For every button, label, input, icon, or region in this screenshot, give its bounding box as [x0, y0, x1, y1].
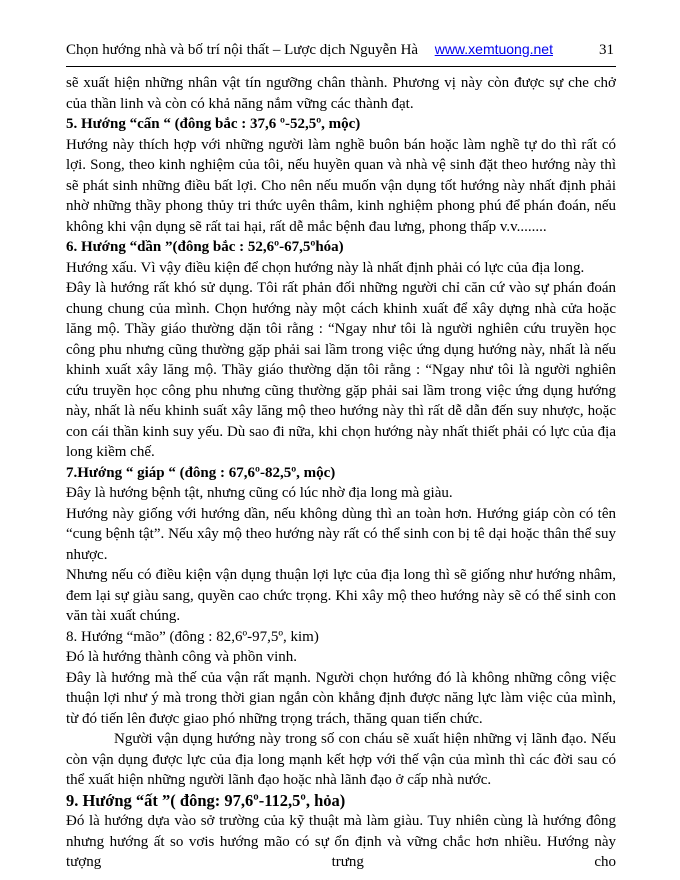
paragraph-continuation: sẽ xuất hiện những nhân vật tín ngưỡng chân thành. Phương vị này còn được sự che chở của thần linh và còn có khả năng nắm vững các thành đạt.: [66, 75, 616, 112]
website-link[interactable]: www.xemtuong.net: [434, 41, 553, 57]
paragraph-page-break: Đó là hướng dựa vào sở trường của kỹ thuật mà làm giàu. Tuy nhiên cùng là hướng đông nhưng hướng ất so vơis hướng mão có sự ổn định và vững chắc hơn nhiều. Hướng này tượng trưng cho: [66, 813, 616, 870]
section-heading-6: 6. Hướng “dần ”(đông bắc : 52,6º-67,5ºhóa): [66, 239, 344, 255]
section-heading-7: 7.Hướng “ giáp “ (đông : 67,6º-82,5º, mộc): [66, 464, 336, 481]
header-title: Chọn hướng nhà và bố trí nội thất – Lược dịch Nguyễn Hà: [66, 42, 419, 58]
paragraph: Đó là hướng thành công và phồn vinh.: [66, 649, 298, 665]
paragraph: Hướng này giống với hướng dần, nếu không dùng thì an toàn hơn. Hướng giáp còn có tên “cung bệnh tật”. Nếu xây mộ theo hướng này rất có thể sinh con bị tê dại hoặc thân thể suy nhược.: [66, 505, 616, 563]
header-divider: [66, 66, 616, 67]
paragraph: Đây là hướng bệnh tật, nhưng cũng có lúc nhờ địa long mà giàu.: [66, 485, 453, 501]
paragraph: Đây là hướng mà thế của vận rất mạnh. Người chọn hướng đó là không những công việc thuận lợi như ý mà trong thời gian ngắn còn khẳng định được năng lực làm việc của mình, từ đó tiến lên được giao phó những trọng trách, thăng quan tiến chức.: [66, 669, 616, 727]
paragraph: Nhưng nếu có điều kiện vận dụng thuận lợi lực của địa long thì sẽ giống như hướng nhâm, đem lại sự giàu sang, quyền cao chức trọng. Khi xây mộ theo hướng này sẽ có thể sinh con văn tài xuất chúng.: [66, 567, 616, 624]
paragraph: Hướng này thích hợp với những người làm nghề buôn bán hoặc làm nghề tự do thì rất có lợi. Song, theo kinh nghiệm của tôi, nếu huyền quan và nhà vệ sinh đặt theo hướng này thì sẽ phát sinh những điều bất lợi. Cho nên nếu muốn vận dụng tốt hướng này nhất định phải nhờ những thầy phong thủy tri thức uyên thâm, kinh nghiệm phong phú để phán đoán, nếu không khi vận dụng sẽ rất tai hại, rất dễ mắc bệnh đau lưng, phong thấp v.v........: [66, 136, 616, 235]
paragraph-indented: Người vận dụng hướng này trong số con cháu sẽ xuất hiện những vị lãnh đạo. Nếu còn vận dụng được lực của địa long mạnh kết hợp với thế vận của mình thì các đời sau có thể xuất hiện những người lãnh đạo hoặc nhà lãnh đạo ở cấp nhà nước.: [66, 731, 616, 788]
paragraph: Đây là hướng rất khó sử dụng. Tôi rất phản đối những người chỉ căn cứ vào sự phán đoán chung chung của mình. Chọn hướng này một cách khinh xuất để xây dựng nhà cửa hoặc lăng mộ. Thầy giáo thường dặn tôi rằng : “Ngay như tôi là người nghiên cứu truyền học công phu nhưng cũng thường gặp phải sai lầm trong việc ứng dụng hướng này, nhất là nếu khinh xuất xây lăng mộ. Thầy giáo thường dặn tôi rằng : “Ngay như tôi là người nghiên cứu truyền học công phu nhưng cũng thường gặp phải sai lầm trong việc ứng dụng hướng này, nhất là nếu khinh suất xây lăng mộ theo hướng này thì rất dễ dẫn đến suy nhược, hoặc con cái thần kinh suy yếu. Dù sao đi nữa, khi chọn hướng này nhất thiết phải có lực của địa long kiềm chế.: [66, 280, 616, 460]
section-heading-5: 5. Hướng “cấn “ (đông bắc : 37,6 º-52,5º, mộc): [66, 116, 361, 132]
document-content: [66, 73, 616, 873]
page-number: 31: [599, 42, 614, 58]
paragraph: Hướng xấu. Vì vậy điều kiện để chọn hướng này là nhất định phải có lực của địa long.: [66, 259, 585, 276]
section-heading-9: 9. Hướng “ất ”( đông: 97,6º-112,5º, hỏa): [66, 790, 346, 810]
section-heading-8: 8. Hướng “mão” (đông : 82,6º-97,5º, kim): [66, 628, 319, 645]
page-header: [66, 40, 616, 59]
